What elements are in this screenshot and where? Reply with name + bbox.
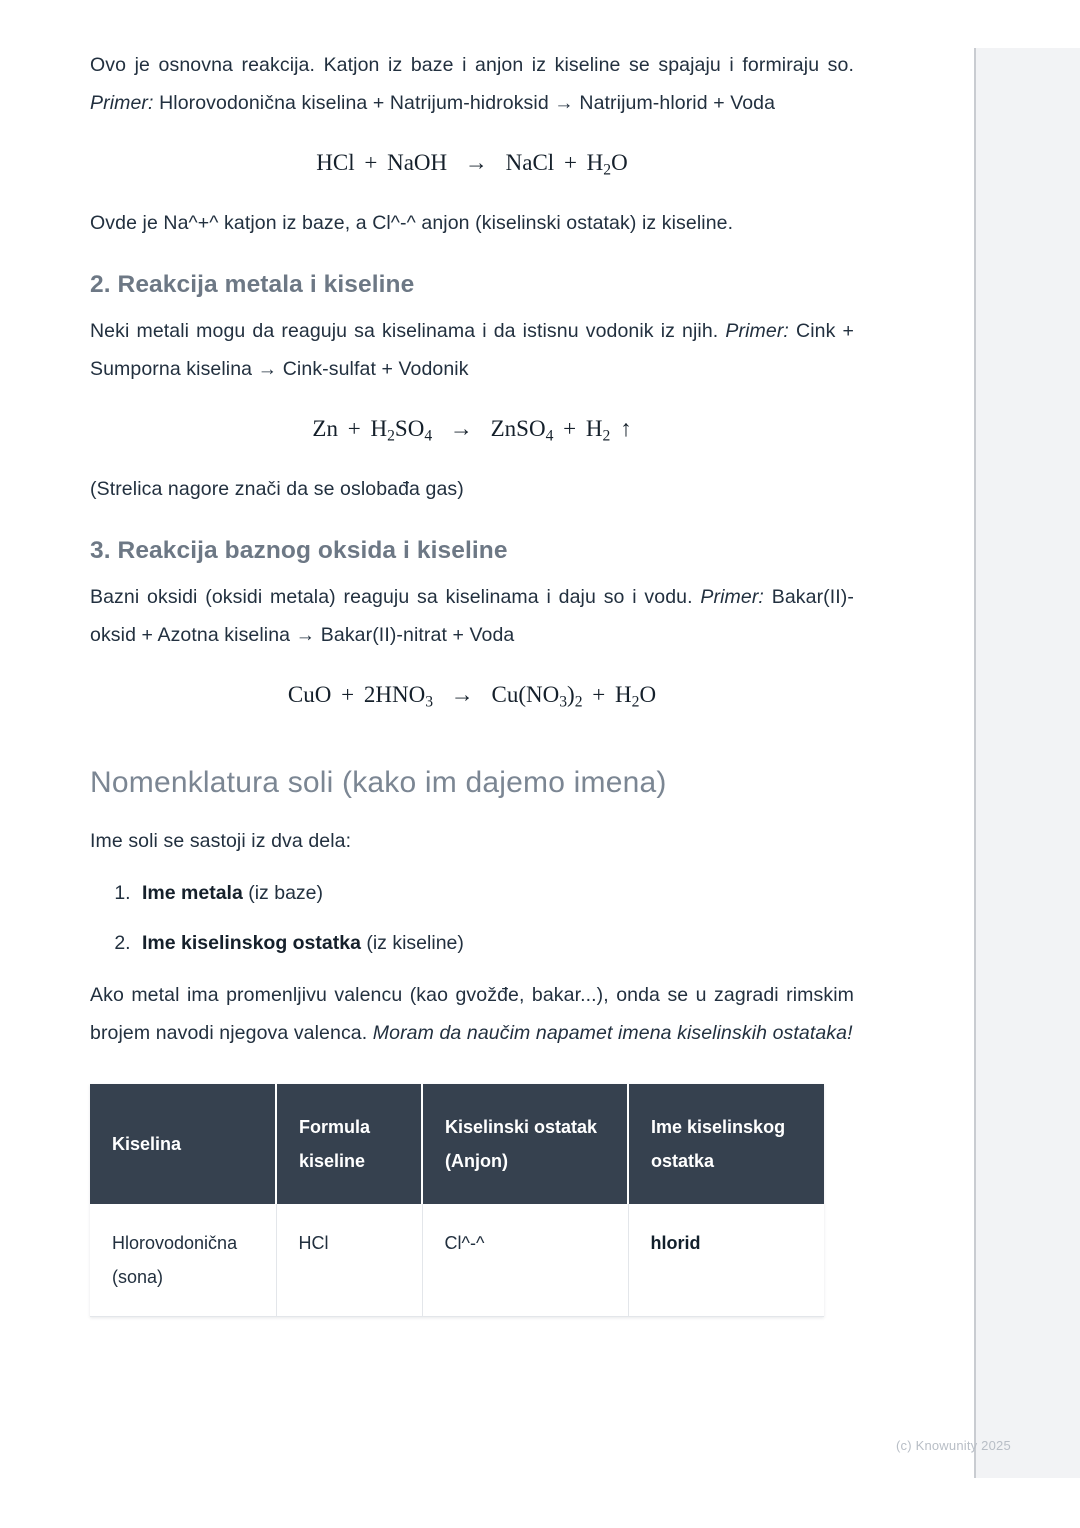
- eq2-part-1: Zn: [312, 416, 338, 441]
- list-item: [136, 878, 854, 908]
- spacer: [90, 804, 854, 822]
- eq2-plus-2: +: [563, 416, 577, 441]
- eq1-part-5: O: [611, 150, 628, 175]
- table-header-row: [90, 1084, 824, 1204]
- spacer: [90, 654, 854, 680]
- spacer: [90, 1052, 854, 1084]
- note-after-equation-1: Ovde je Na^+^ katjon iz baze, a Cl^-^ anjon (kiselinski ostatak) iz kiseline.: [90, 212, 734, 234]
- eq1-arrow: →: [464, 150, 488, 175]
- cell-formula: HCl: [276, 1204, 422, 1317]
- cell-anjon: Cl^-^: [422, 1204, 628, 1317]
- spacer: [90, 710, 854, 762]
- section-3-lead: Bazni oksidi (oksidi metala) reaguju sa kiselinama i daju so i vodu.: [90, 586, 693, 608]
- right-scroll-panel[interactable]: [974, 48, 1080, 1478]
- intro-lead: Ovo je osnovna reakcija. Katjon iz baze i anjon iz kiseline se spajaju i formiraju so.: [90, 54, 854, 76]
- eq3-part-6: O: [639, 682, 657, 707]
- eq2-part-3-sub: 4: [424, 427, 433, 445]
- valence-paragraph: [90, 976, 854, 1052]
- spacer: [90, 508, 854, 534]
- section-2-paragraph: [90, 312, 854, 388]
- cell-kiselina: Hlorovodonična (sona): [90, 1204, 276, 1317]
- eq2-part-4-sub: 4: [545, 427, 554, 445]
- section-3-heading: 3. Reakcija baznog oksida i kiseline: [90, 537, 508, 564]
- spacer: [90, 242, 854, 268]
- nomenclature-heading: Nomenklatura soli (kako im dajemo imena): [90, 766, 667, 799]
- table-head: [90, 1084, 824, 1204]
- eq2-part-4: ZnSO: [490, 416, 546, 441]
- eq2-part-3: SO: [394, 416, 425, 441]
- section-2-example-label: Primer:: [725, 320, 789, 342]
- eq3-part-3: Cu(NO: [491, 682, 560, 707]
- spacer: [90, 958, 854, 976]
- eq3-part-3-sub: 3: [559, 693, 568, 711]
- section-2-lead: Neki metali mogu da reaguju sa kiselinama i da istisnu vodonik iz njih.: [90, 320, 719, 342]
- eq3-part-5-sub: 2: [631, 693, 640, 711]
- eq3-part-2: 2HNO: [363, 682, 426, 707]
- list-item: [136, 928, 854, 958]
- nomenclature-steps-list: [90, 878, 854, 958]
- section-3-example-label: Primer:: [700, 586, 764, 608]
- eq3-arrow: →: [450, 682, 474, 707]
- eq3-part-1: CuO: [287, 682, 332, 707]
- valence-italic-note: Moram da naučim napamet imena kiselinskih ostataka!: [372, 1022, 853, 1044]
- equation-zn-h2so4: [90, 414, 854, 444]
- intro-paragraph: [90, 46, 854, 122]
- spacer: [90, 860, 854, 878]
- spacer: [90, 178, 854, 204]
- section-2-example-text: Cink + Sumporna kiselina → Cink-sulfat + Vodonik: [90, 320, 854, 380]
- equation-hcl-naoh: [90, 148, 854, 178]
- spacer: [90, 568, 854, 578]
- column-header-ime-ostatka: Ime kiselinskog ostatka: [628, 1084, 824, 1204]
- eq1-part-2: NaOH: [387, 150, 448, 175]
- step-1-bold: Ime metala: [142, 882, 243, 904]
- copyright-watermark: (c) Knowunity 2025: [896, 1438, 1011, 1453]
- eq2-arrow: →: [449, 416, 473, 441]
- eq3-plus-1: +: [341, 682, 355, 707]
- column-header-anjon: Kiselinski ostatak (Anjon): [422, 1084, 628, 1204]
- eq2-part-2: H: [370, 416, 388, 441]
- eq2-part-5-sub: 2: [602, 427, 611, 445]
- valence-lead: Ako metal ima promenljivu valencu (kao gvožđe, bakar...), onda se u zagradi rimskim brojem navodi njegova valenca.: [90, 984, 854, 1044]
- eq2-part-5: H: [585, 416, 603, 441]
- step-2-bold: Ime kiselinskog ostatka: [142, 932, 361, 954]
- cell-ime-ostatka: hlorid: [628, 1204, 824, 1317]
- intro-example-text: Hlorovodonična kiselina + Natrijum-hidroksid → Natrijum-hlorid + Voda: [159, 92, 776, 114]
- intro-example-label: Primer:: [90, 92, 154, 114]
- section-2-note: (Strelica nagore znači da se oslobađa gas): [90, 478, 464, 500]
- spacer: [90, 302, 854, 312]
- column-header-kiselina: Kiselina: [90, 1084, 276, 1204]
- eq1-part-1: HCl: [316, 150, 355, 175]
- spacer: [90, 444, 854, 470]
- section-3-paragraph: [90, 578, 854, 654]
- eq3-part-2-sub: 3: [425, 693, 433, 711]
- column-header-formula: Formula kiseline: [276, 1084, 422, 1204]
- eq1-part-4: H: [586, 150, 604, 175]
- eq2-plus-1: +: [347, 416, 361, 441]
- step-1-rest: (iz baze): [242, 882, 324, 904]
- spacer: [90, 122, 854, 148]
- table-body: [90, 1204, 824, 1317]
- equation-cuo-hno3: [90, 680, 854, 710]
- eq3-plus-2: +: [592, 682, 606, 707]
- eq1-plus-2: +: [563, 150, 577, 175]
- eq3-part-4-sub: 2: [574, 693, 583, 711]
- table-row: [90, 1204, 824, 1317]
- section-3-example-text: Bakar(II)-oksid + Azotna kiselina → Bakar(II)-nitrat + Voda: [90, 586, 854, 646]
- section-2-heading: 2. Reakcija metala i kiseline: [90, 271, 415, 298]
- spacer: [90, 388, 854, 414]
- eq1-plus-1: +: [364, 150, 378, 175]
- eq3-part-5: H: [615, 682, 632, 707]
- nomenclature-intro: Ime soli se sastoji iz dva dela:: [90, 830, 352, 852]
- eq3-part-4: ): [567, 682, 575, 707]
- eq2-part-2-sub: 2: [387, 427, 395, 445]
- eq2-gas-arrow-up: ↑: [620, 416, 632, 441]
- acid-residue-table: [90, 1084, 824, 1317]
- step-2-rest: (iz kiseline): [360, 932, 464, 954]
- eq1-part-4-sub: 2: [603, 161, 612, 179]
- eq1-part-3: NaCl: [505, 150, 555, 175]
